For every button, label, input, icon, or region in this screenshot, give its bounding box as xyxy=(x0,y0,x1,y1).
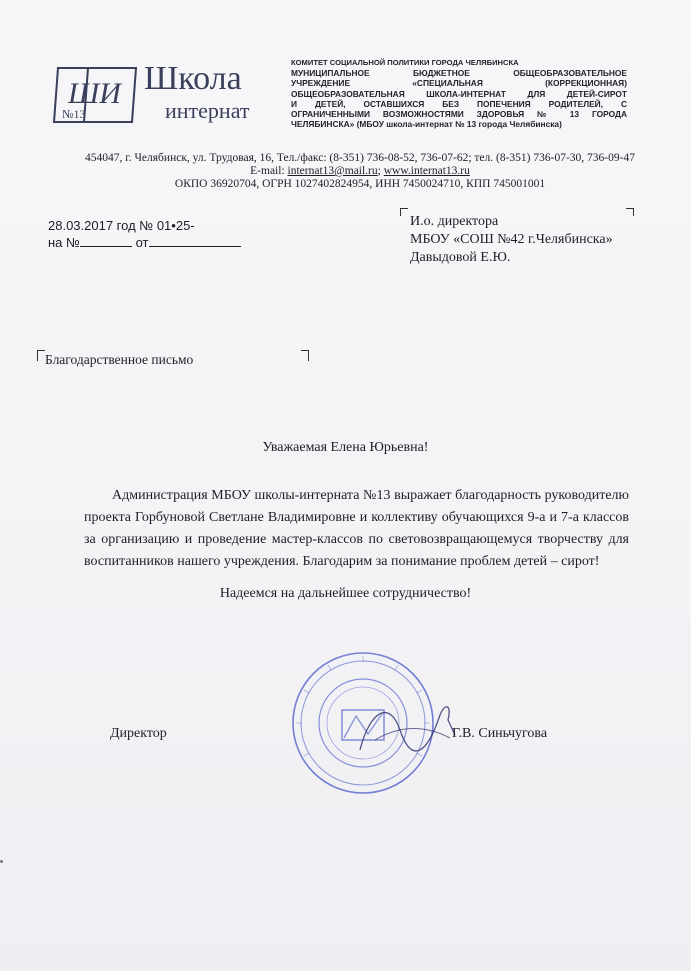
school-logo xyxy=(48,60,278,130)
logo-number: №13 xyxy=(62,107,86,121)
logo-word-internat: интернат xyxy=(165,98,250,123)
org-line: УЧРЕЖДЕНИЕ «СПЕЦИАЛЬНАЯ (КОРРЕКЦИОННАЯ) xyxy=(291,78,627,89)
logo-emblem-icon xyxy=(48,60,144,130)
email-label: E-mail: xyxy=(250,165,288,177)
subject-corner-right xyxy=(301,350,309,361)
org-line: И ДЕТЕЙ, ОСТАВШИХСЯ БЕЗ ПОПЕЧЕНИЯ РОДИТЕЛЕЙ, С xyxy=(291,98,627,109)
incoming-date-blank xyxy=(149,234,241,247)
registration-ids: ОКПО 36920704, ОГРН 1027402824954, ИНН 7450024710, КПП 745001001 xyxy=(174,178,546,190)
contact-details xyxy=(60,152,660,191)
org-line: ЧЕЛЯБИНСКА» (МБОУ школа-интернат № 13 города Челябинска) xyxy=(291,119,562,130)
addressee-block xyxy=(410,213,613,267)
subject-corner-left xyxy=(37,350,45,361)
incoming-number-label: на № xyxy=(48,235,80,250)
incoming-reference xyxy=(48,234,241,251)
org-line: ОБЩЕОБРАЗОВАТЕЛЬНАЯ ШКОЛА-ИНТЕРНАТ ДЛЯ ДЕТЕЙ-СИРОТ xyxy=(291,88,627,99)
addressee-name: Давыдовой Е.Ю. xyxy=(410,250,511,265)
letter-subject: Благодарственное письмо xyxy=(45,352,194,367)
incoming-number-blank xyxy=(80,234,132,247)
letter-paragraph: Администрация МБОУ школы-интерната №13 выражает благодарность руководителю проекта Горбуновой Светлане Владимировне и коллективу обучающихся 9-а и 7-а классов за организацию и проведение мастер-классов по световозвращающемуся творчеству для воспитанников нашего учреждения. Благодарим за понимание проблем детей – сирот! xyxy=(84,488,629,569)
addressee-position: И.о. директора xyxy=(410,214,499,229)
org-line: ОГРАНИЧЕННЫМИ ВОЗМОЖНОСТЯМИ ЗДОРОВЬЯ № 13 ГОРОДА xyxy=(291,109,627,120)
outgoing-number xyxy=(48,217,241,251)
email-line xyxy=(60,165,660,178)
letter-body xyxy=(84,485,629,573)
letter-greeting: Уважаемая Елена Юрьевна! xyxy=(262,440,429,455)
organization-header xyxy=(291,58,627,129)
signatory-title: Директор xyxy=(110,726,167,741)
signatory-name: Г.В. Синьчугова xyxy=(452,726,548,741)
addressee-organization: МБОУ «СОШ №42 г.Челябинска» xyxy=(410,232,613,247)
scan-speck xyxy=(0,860,3,863)
logo-word-school: Школа xyxy=(144,60,242,97)
email-separator: ; xyxy=(377,165,384,177)
addressee-corner-right xyxy=(626,208,634,216)
incoming-date-label: от xyxy=(135,235,149,250)
committee-name: КОМИТЕТ СОЦИАЛЬНОЙ ПОЛИТИКИ ГОРОДА ЧЕЛЯБИНСКА xyxy=(291,58,519,67)
outgoing-date-number: 28.03.2017 год № 01•25- xyxy=(48,218,195,233)
letter-closing: Надеемся на дальнейшее сотрудничество! xyxy=(219,586,472,601)
email-link[interactable]: internat13@mail.ru xyxy=(287,165,378,177)
address-line: 454047, г. Челябинск, ул. Трудовая, 16, Тел./факс: (8-351) 736-08-52, 736-07-62; тел. (8-351) 736-07-30, 736-09-47 xyxy=(85,152,635,164)
addressee-corner-left xyxy=(400,208,408,216)
logo-letters: ШИ xyxy=(68,77,121,110)
website-link[interactable]: www.internat13.ru xyxy=(383,165,470,177)
org-line: МУНИЦИПАЛЬНОЕ БЮДЖЕТНОЕ ОБЩЕОБРАЗОВАТЕЛЬНОЕ xyxy=(291,68,627,79)
